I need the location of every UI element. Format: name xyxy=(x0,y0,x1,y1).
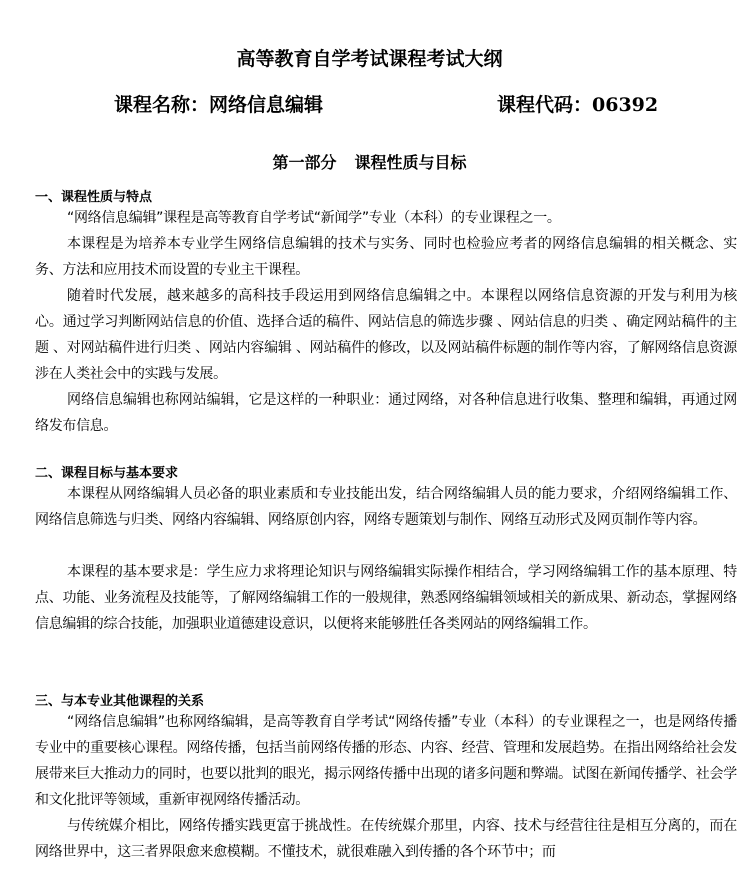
section-heading-3: 三、与本专业其他课程的关系 xyxy=(35,694,205,709)
part-name: 课程性质与目标 xyxy=(354,153,467,172)
document-title: 高等教育自学考试课程考试大纲 xyxy=(236,48,503,70)
section-2-paragraph-2: 本课程的基本要求是：学生应力求将理论知识与网络编辑实际操作相结合，学习网络编辑工作的基本原理、特点、功能、业务流程及技能等，了解网络编辑工作的一般规律，熟悉网络编辑领域相关的新成果、新动态，掌握网络信息编辑的综合技能，加强职业道德建设意识，以便将来能够胜任各类网站的网络编辑工作。 xyxy=(35,564,737,632)
section-heading-1: 一、课程性质与特点 xyxy=(35,190,153,205)
section-2-paragraph-1: 本课程从网络编辑人员必备的职业素质和专业技能出发，结合网络编辑人员的能力要求，介绍网络编辑工作、网络信息筛选与归类、网络内容编辑、网络原创内容，网络专题策划与制作、网络互动形式及网页制作等内容。 xyxy=(35,486,737,528)
section-3-paragraph-1: “网络信息编辑”也称网络编辑，是高等教育自学考试“网络传播”专业（本科）的专业课程之一，也是网络传播专业中的重要核心课程。网络传播，包括当前网络传播的形态、内容、经营、管理和发展趋势。在指出网络给社会发展带来巨大推动力的同时，也要以批判的眼光，揭示网络传播中出现的诸多问题和弊端。试图在新闻传播学、社会学和文化批评等领域，重新审视网络传播活动。 xyxy=(35,714,737,808)
section-1-paragraph-1: “网络信息编辑”课程是高等教育自学考试“新闻学”专业（本科）的专业课程之一。 xyxy=(67,210,561,226)
section-1-paragraph-2: 本课程是为培养本专业学生网络信息编辑的技术与实务、同时也检验应考者的网络信息编辑的相关概念、实务、方法和应用技术而设置的专业主干课程。 xyxy=(35,236,737,278)
section-1-paragraph-3: 随着时代发展，越来越多的高科技手段运用到网络信息编辑之中。本课程以网络信息资源的开发与利用为核心。通过学习判断网站信息的价值、选择合适的稿件、网站信息的筛选步骤 、网站信息的归类 、确定网站稿件的主题 、对网站稿件进行归类 、网站内容编辑 、网站稿件的修改，以及网站稿件标题的制作等内容，了解网络信息资源涉在人类社会中的实践与发展。 xyxy=(35,288,737,382)
section-1-paragraph-4: 网络信息编辑也称网站编辑，它是这样的一种职业：通过网络，对各种信息进行收集、整理和编辑，再通过网络发布信息。 xyxy=(35,392,737,434)
section-3-paragraph-2: 与传统媒介相比，网络传播实践更富于挑战性。在传统媒介那里，内容、技术与经营往往是相互分离的，而在网络世界中，这三者界限愈来愈模糊。不懂技术，就很难融入到传播的各个环节中；而 xyxy=(35,818,737,860)
section-heading-2: 二、课程目标与基本要求 xyxy=(35,466,179,481)
course-name: 课程名称：网络信息编辑 xyxy=(114,94,324,116)
part-number: 第一部分 xyxy=(272,153,337,172)
course-code: 课程代码：06392 xyxy=(497,94,659,116)
part-title xyxy=(0,150,739,173)
